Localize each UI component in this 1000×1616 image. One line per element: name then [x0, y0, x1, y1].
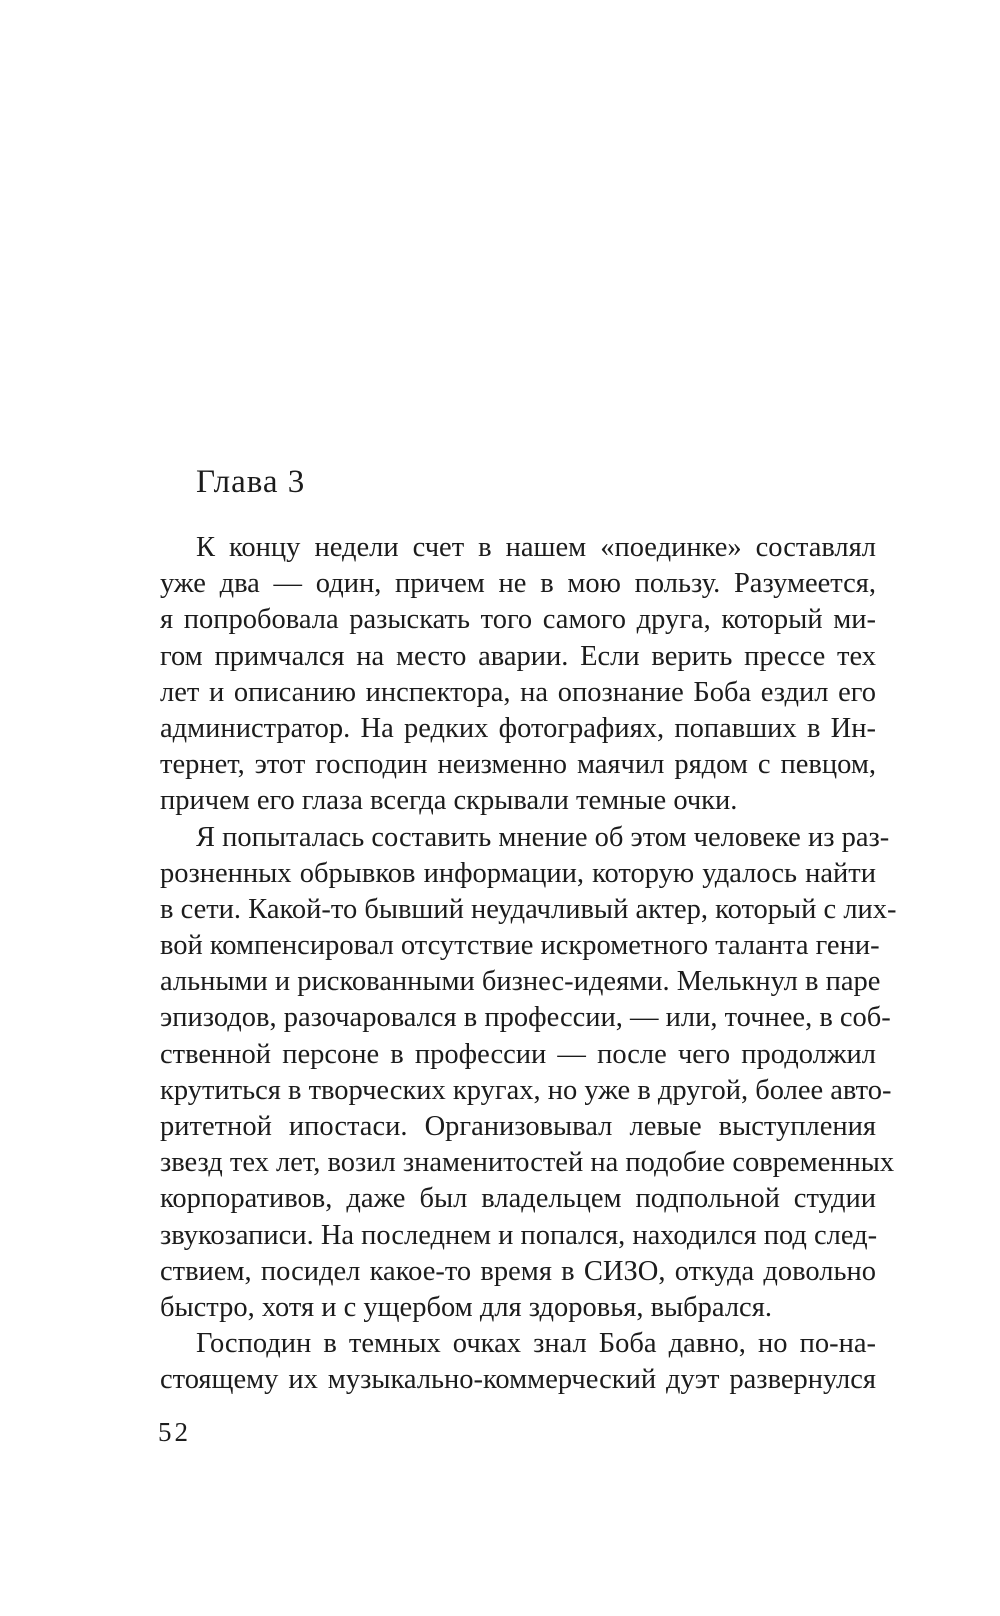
text-line: я попробовала разыскать того самого друга, который ми-: [160, 604, 876, 636]
text-line: причем его глаза всегда скрывали темные очки.: [160, 785, 738, 817]
paragraph-1: [160, 530, 876, 820]
chapter-title: Глава 3: [196, 464, 306, 500]
page-number: 52: [158, 1417, 191, 1447]
text-line: тернет, этот господин неизменно маячил рядом с певцом,: [160, 749, 876, 781]
text-line: администратор. На редких фотографиях, попавших в Ин-: [160, 712, 876, 744]
paragraph-2: [160, 820, 897, 1327]
text-line: розненных обрывков информации, которую удалось найти: [160, 857, 876, 889]
text-line: в сети. Какой-то бывший неудачливый актер, который с лих-: [160, 893, 897, 925]
text-line: ственной персоне в профессии — после чего продолжил: [160, 1038, 876, 1070]
text-line: крутиться в творческих кругах, но уже в другой, более авто-: [160, 1074, 892, 1106]
text-line: звукозаписи. На последнем и попался, находился под след-: [160, 1219, 878, 1251]
text-line: эпизодов, разочаровался в профессии, — или, точнее, в соб-: [160, 1002, 891, 1034]
text-line: корпоративов, даже был владельцем подпольной студии: [160, 1183, 876, 1215]
text-line: быстро, хотя и с ущербом для здоровья, выбрался.: [160, 1291, 772, 1323]
text-line: альными и рискованными бизнес-идеями. Мелькнул в паре: [160, 966, 881, 998]
text-line: Я попыталась составить мнение об этом человеке из раз-: [196, 821, 890, 853]
text-line: К концу недели счет в нашем «поединке» составлял: [196, 532, 876, 563]
text-line: Господин в темных очках знал Боба давно, но по-на-: [196, 1328, 876, 1360]
text-line: гом примчался на место аварии. Если верить прессе тех: [160, 640, 876, 672]
text-line: ствием, посидел какое-то время в СИЗО, откуда довольно: [160, 1255, 876, 1287]
text-line: уже два — один, причем не в мою пользу. Разумеется,: [160, 568, 876, 600]
text-line: ритетной ипостаси. Организовывал левые выступления: [160, 1111, 876, 1142]
text-line: лет и описанию инспектора, на опознание Боба ездил его: [160, 676, 876, 708]
text-line: стоящему их музыкально-коммерческий дуэт развернулся: [160, 1364, 876, 1396]
text-line: звезд тех лет, возил знаменитостей на подобие современных: [160, 1147, 895, 1179]
paragraph-3: [160, 1326, 876, 1398]
body-text: [160, 530, 897, 1399]
text-line: вой компенсировал отсутствие искрометного таланта гени-: [160, 930, 880, 962]
